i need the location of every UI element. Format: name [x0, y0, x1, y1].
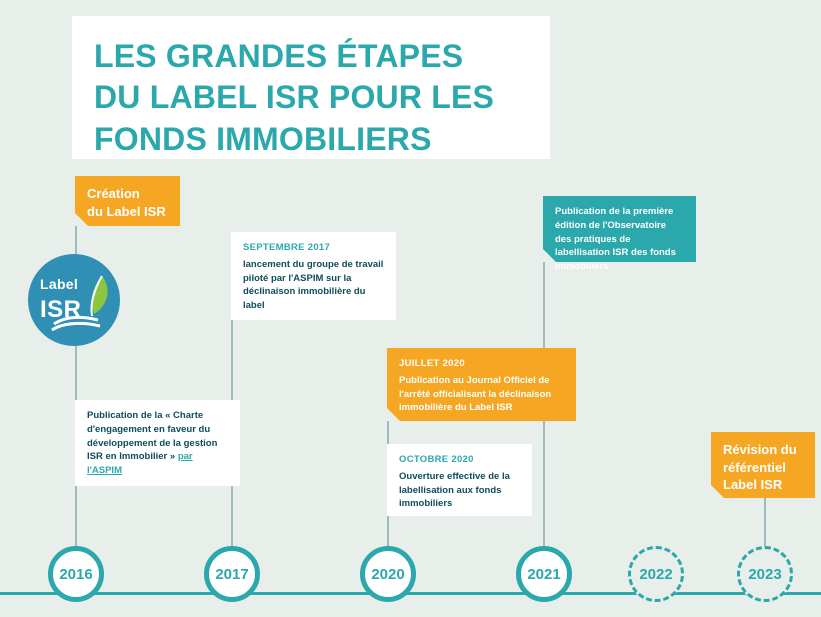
logo-bottom-text: ISR	[40, 296, 82, 323]
notch-juillet-2020	[387, 408, 400, 421]
title-line-1: LES GRANDES ÉTAPES	[94, 38, 464, 74]
event-juillet-2020-heading: JUILLET 2020	[399, 358, 465, 369]
year-marker-2017[interactable]	[204, 546, 260, 602]
connector-2016	[75, 188, 77, 592]
year-marker-2020[interactable]	[360, 546, 416, 602]
event-octobre-2020[interactable]	[387, 444, 532, 516]
event-charte-engagement[interactable]	[75, 400, 240, 486]
event-revision-line3: Label ISR	[723, 477, 783, 493]
event-observatoire-2021[interactable]	[543, 196, 696, 273]
event-revision-line1: Révision du	[723, 442, 797, 457]
event-charte-engagement-link[interactable]: l'ASPIM	[87, 465, 122, 477]
year-marker-2022[interactable]	[628, 546, 684, 602]
event-creation-label-isr-line2: du Label ISR	[87, 203, 166, 219]
title-card	[72, 16, 550, 159]
notch-observatoire	[543, 249, 556, 262]
event-juillet-2020-body: Publication au Journal Officiel de l'arrêté officialisant la déclinaison immobilière du Label ISR	[399, 374, 552, 414]
logo-top-text: Label	[40, 276, 79, 292]
year-marker-2021[interactable]	[516, 546, 572, 602]
timeline-baseline	[0, 592, 821, 595]
notch-revision	[711, 485, 724, 498]
event-octobre-2020-body: Ouverture effective de la labellisation aux fonds immobiliers	[399, 470, 510, 510]
event-septembre-2017-body: lancement du groupe de travail piloté par l'ASPIM sur la déclinaison immobilière du label	[243, 258, 384, 312]
page-title	[94, 36, 539, 160]
year-label-2023: 2023	[748, 565, 782, 583]
event-septembre-2017-heading: SEPTEMBRE 2017	[243, 242, 331, 253]
event-octobre-2020-heading: OCTOBRE 2020	[399, 454, 474, 465]
year-label-2022: 2022	[639, 565, 673, 583]
event-septembre-2017[interactable]	[231, 232, 396, 320]
event-creation-label-isr-line1: Création	[87, 186, 140, 201]
event-revision-referentiel[interactable]	[711, 432, 815, 498]
event-observatoire-2021-body: Publication de la première édition de l'Observatoire des pratiques de labellisation ISR des fonds immobiliers	[555, 206, 676, 273]
event-charte-engagement-body: Publication de la « Charte d'engagement en faveur du développement de la gestion ISR en Immobilier »	[87, 410, 218, 463]
year-marker-2016[interactable]	[48, 546, 104, 602]
event-creation-label-isr[interactable]	[75, 176, 180, 226]
title-line-2: DU LABEL ISR POUR LES	[94, 79, 495, 116]
year-label-2020: 2020	[371, 565, 405, 583]
label-isr-logo	[28, 254, 120, 346]
event-charte-engagement-link-intro[interactable]: par	[177, 451, 193, 463]
event-revision-line2: référentiel	[723, 459, 786, 475]
year-label-2016: 2016	[59, 565, 93, 583]
year-label-2017: 2017	[215, 565, 249, 583]
title-line-3: FONDS IMMOBILIERS	[94, 120, 432, 157]
notch-creation	[75, 213, 88, 226]
year-label-2021: 2021	[527, 565, 561, 583]
event-juillet-2020[interactable]	[387, 348, 576, 421]
year-marker-2023[interactable]	[737, 546, 793, 602]
